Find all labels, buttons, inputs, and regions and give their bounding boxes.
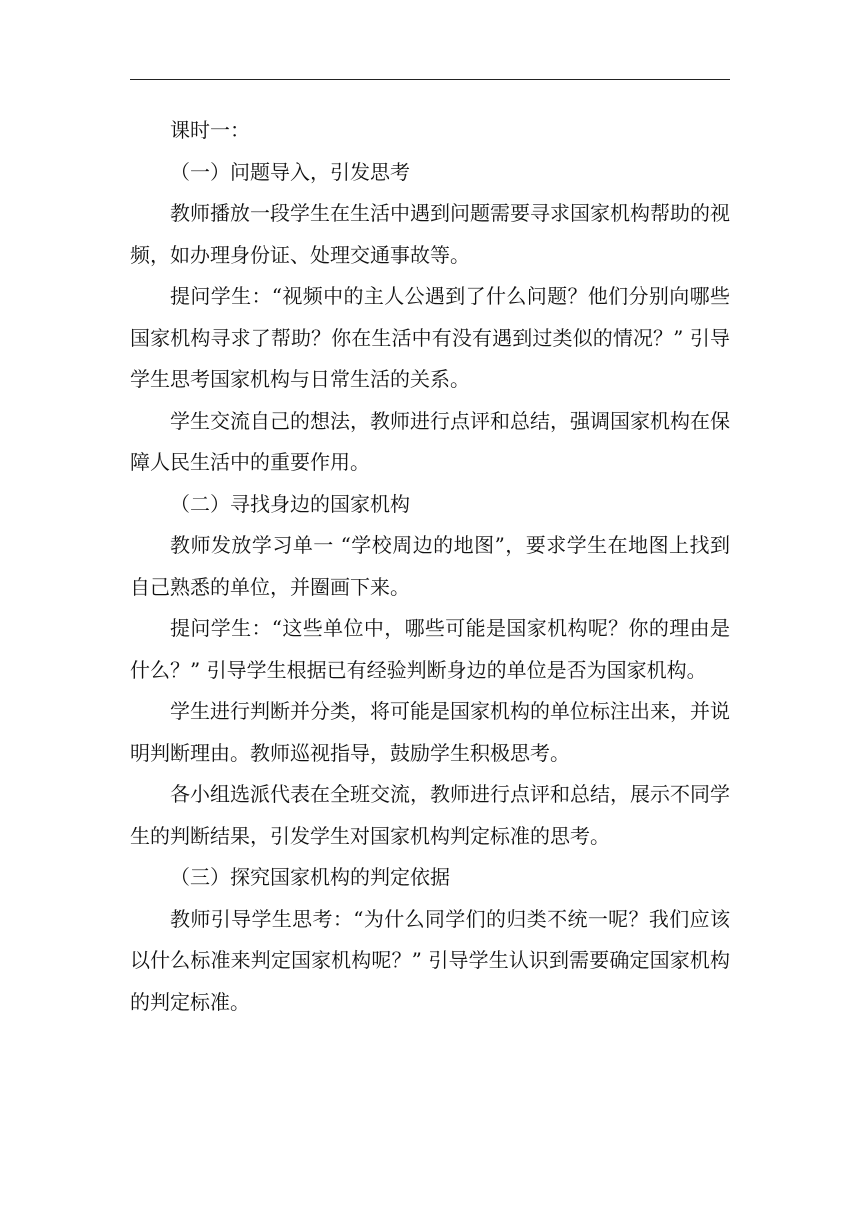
- paragraph: 各小组选派代表在全班交流，教师进行点评和总结，展示不同学生的判断结果，引发学生对国家机构判定标准的思考。: [130, 782, 730, 848]
- paragraph: 教师引导学生思考：“为什么同学们的归类不统一呢？我们应该以什么标准来判定国家机构呢？” 引导学生认识到需要确定国家机构的判定标准。: [130, 906, 730, 1014]
- header-rule: [130, 79, 730, 80]
- section-heading: （二）寻找身边的国家机构: [170, 491, 410, 516]
- lesson-title: 课时一：: [170, 118, 250, 142]
- paragraph: 提问学生：“这些单位中，哪些可能是国家机构呢？你的理由是什么？” 引导学生根据已有经验判断身边的单位是否为国家机构。: [130, 616, 730, 682]
- paragraph: 学生进行判断并分类，将可能是国家机构的单位标注出来，并说明判断理由。教师巡视指导，鼓励学生积极思考。: [130, 699, 730, 765]
- document-body: [130, 110, 730, 1023]
- section-heading: （三）探究国家机构的判定依据: [170, 865, 450, 889]
- paragraph: 学生交流自己的想法，教师进行点评和总结，强调国家机构在保障人民生活中的重要作用。: [130, 408, 730, 474]
- paragraph: 教师发放学习单一 “学校周边的地图”，要求学生在地图上找到自己熟悉的单位，并圈画下来。: [130, 533, 730, 599]
- paragraph: 提问学生：“视频中的主人公遇到了什么问题？他们分别向哪些国家机构寻求了帮助？你在生活中有没有遇到过类似的情况？” 引导学生思考国家机构与日常生活的关系。: [130, 284, 730, 391]
- paragraph: 教师播放一段学生在生活中遇到问题需要寻求国家机构帮助的视频，如办理身份证、处理交通事故等。: [130, 201, 730, 267]
- section-heading: （一）问题导入，引发思考: [170, 159, 410, 184]
